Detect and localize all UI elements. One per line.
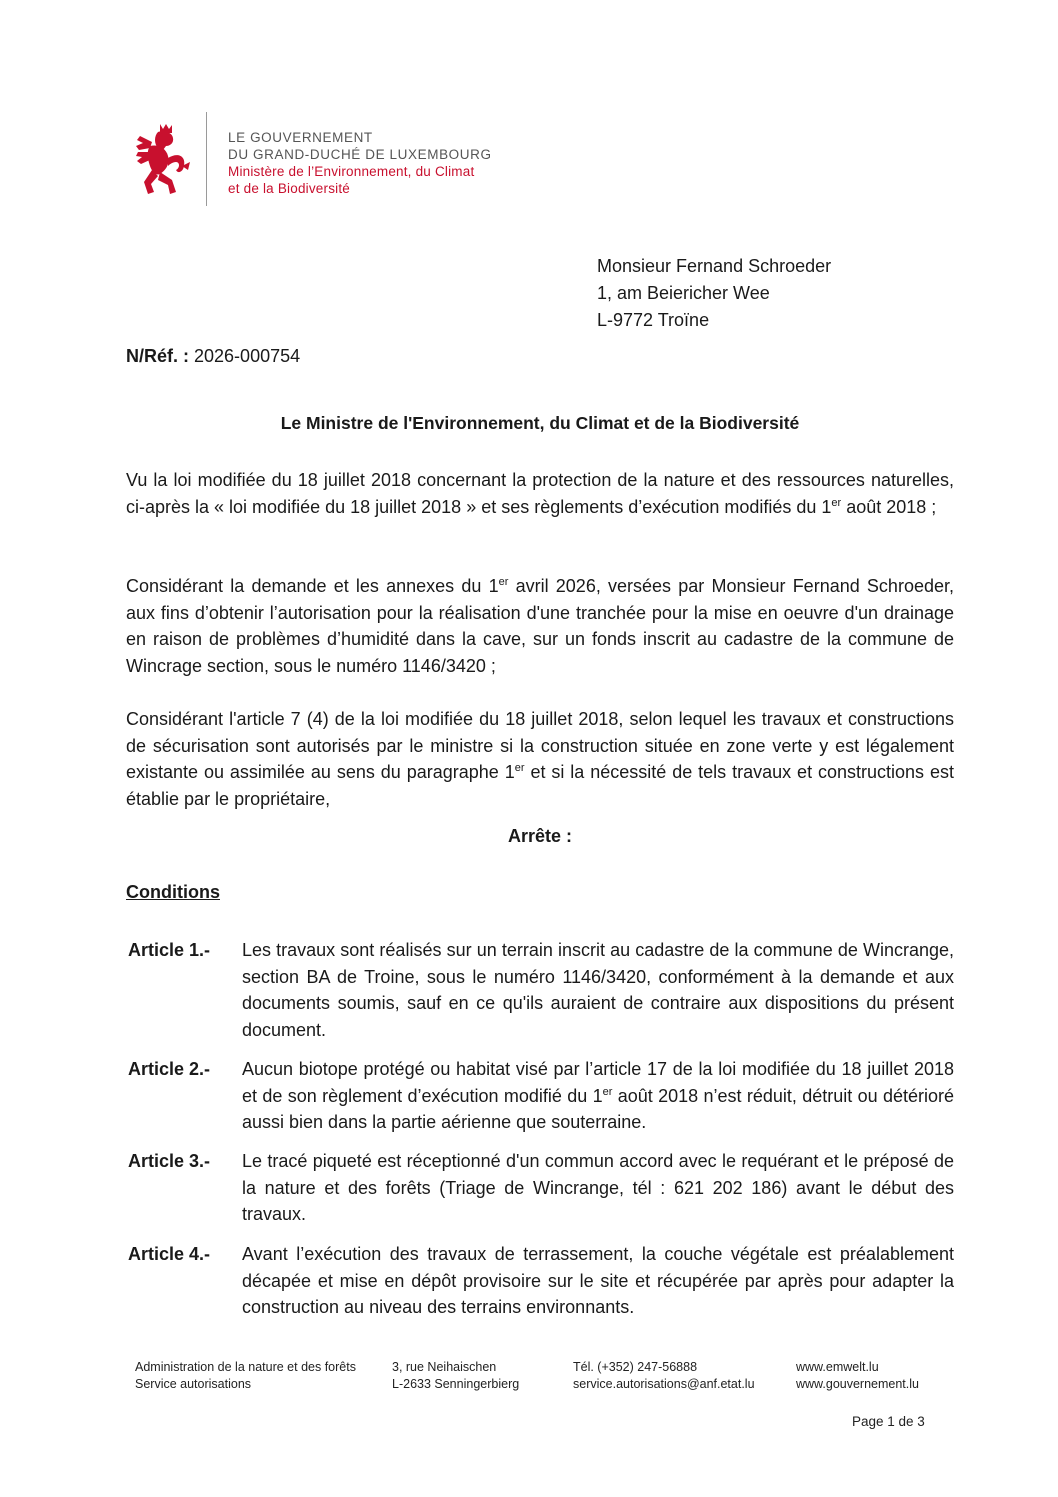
paragraph-considerant-article: Considérant l'article 7 (4) de la loi modifiée du 18 juillet 2018, selon lequel les travaux et constructions de sécurisation sont autorisés par le ministre si la construction située en zone verte y est légalement existante ou assimilée au sens du paragraphe 1er et si la nécessité de tels travaux et constructions est établie par le propriétaire, bbox=[126, 709, 954, 809]
article-label: Article 2.- bbox=[128, 1059, 211, 1079]
article-label: Article 4.- bbox=[128, 1244, 211, 1264]
recipient-street: 1, am Beiericher Wee bbox=[597, 283, 770, 303]
paragraph-considerant-demande: Considérant la demande et les annexes du 1er avril 2026, versées par Monsieur Fernand Schroeder, aux fins d’obtenir l’autorisation pour la réalisation d'une tranchée pour la mise en oeuvre d'un drainage en raison de problèmes d’humidité dans la cave, sur un fonds inscrit au cadastre de la commune de Wincrage section, sous le numéro 1146/3420 ; bbox=[126, 576, 954, 676]
lion-logo-icon bbox=[130, 122, 192, 198]
article-text: Les travaux sont réalisés sur un terrain inscrit au cadastre de la commune de Wincrange, section BA de Troine, sous le numéro 1146/3420, conformément à la demande et aux documents soumis, sauf en ce qu'ils auraient de contraire aux dispositions du présent document. bbox=[242, 940, 954, 1040]
article-1 bbox=[126, 937, 954, 1043]
footer-administration: Administration de la nature et des forêts Service autorisations bbox=[135, 1360, 356, 1391]
recipient-name: Monsieur Fernand Schroeder bbox=[597, 256, 832, 276]
article-2 bbox=[126, 1056, 954, 1136]
recipient-address bbox=[597, 253, 831, 334]
page-number: Page 1 de 3 bbox=[852, 1414, 925, 1429]
ministry-line-2: et de la Biodiversité bbox=[228, 181, 351, 196]
footer-websites: www.emwelt.lu www.gouvernement.lu bbox=[796, 1360, 919, 1391]
paragraph-vu-la-loi: Vu la loi modifiée du 18 juillet 2018 concernant la protection de la nature et des ressources naturelles, ci-après la « loi modifiée du 18 juillet 2018 » et ses règlements d’exécution modifiés du 1er août 2018 ; bbox=[126, 470, 954, 517]
footer-address: 3, rue Neihaischen L-2633 Senningerbierg bbox=[392, 1360, 520, 1391]
recipient-city: L-9772 Troïne bbox=[597, 310, 710, 330]
document-title: Le Ministre de l'Environnement, du Climat et de la Biodiversité bbox=[280, 413, 800, 433]
article-text: Aucun biotope protégé ou habitat visé par l’article 17 de la loi modifiée du 18 juillet 2018 et de son règlement d’exécution modifié du 1er août 2018 n’est réduit, détruit ou détérioré aussi bien dans la partie aérienne que souterraine. bbox=[242, 1059, 954, 1132]
article-label: Article 3.- bbox=[128, 1151, 211, 1171]
article-text: Avant l’exécution des travaux de terrassement, la couche végétale est préalablement décapée et mise en dépôt provisoire sur le site et récupérée par après pour adapter la construction au niveau des terrains environnants. bbox=[242, 1244, 954, 1317]
government-line-1: LE GOUVERNEMENT bbox=[228, 130, 373, 145]
ministry-line-1: Ministère de l’Environnement, du Climat bbox=[228, 164, 475, 179]
article-text: Le tracé piqueté est réceptionné d'un commun accord avec le requérant et le préposé de la nature et des forêts (Triage de Wincrange, tél : 621 202 186) avant le début des travaux. bbox=[242, 1151, 954, 1224]
government-line-2: DU GRAND-DUCHÉ DE LUXEMBOURG bbox=[228, 147, 492, 162]
conditions-heading: Conditions bbox=[126, 882, 220, 902]
article-4 bbox=[126, 1241, 954, 1321]
government-header bbox=[228, 129, 492, 197]
header-divider bbox=[206, 112, 207, 206]
reference-label: N/Réf. : bbox=[126, 346, 189, 366]
footer-contact: Tél. (+352) 247-56888 service.autorisations@anf.etat.lu bbox=[573, 1360, 755, 1391]
article-3 bbox=[126, 1148, 954, 1228]
reference-line bbox=[126, 346, 300, 367]
reference-number: 2026-000754 bbox=[194, 346, 301, 366]
arrete-heading: Arrête : bbox=[507, 826, 573, 846]
article-label: Article 1.- bbox=[128, 940, 211, 960]
